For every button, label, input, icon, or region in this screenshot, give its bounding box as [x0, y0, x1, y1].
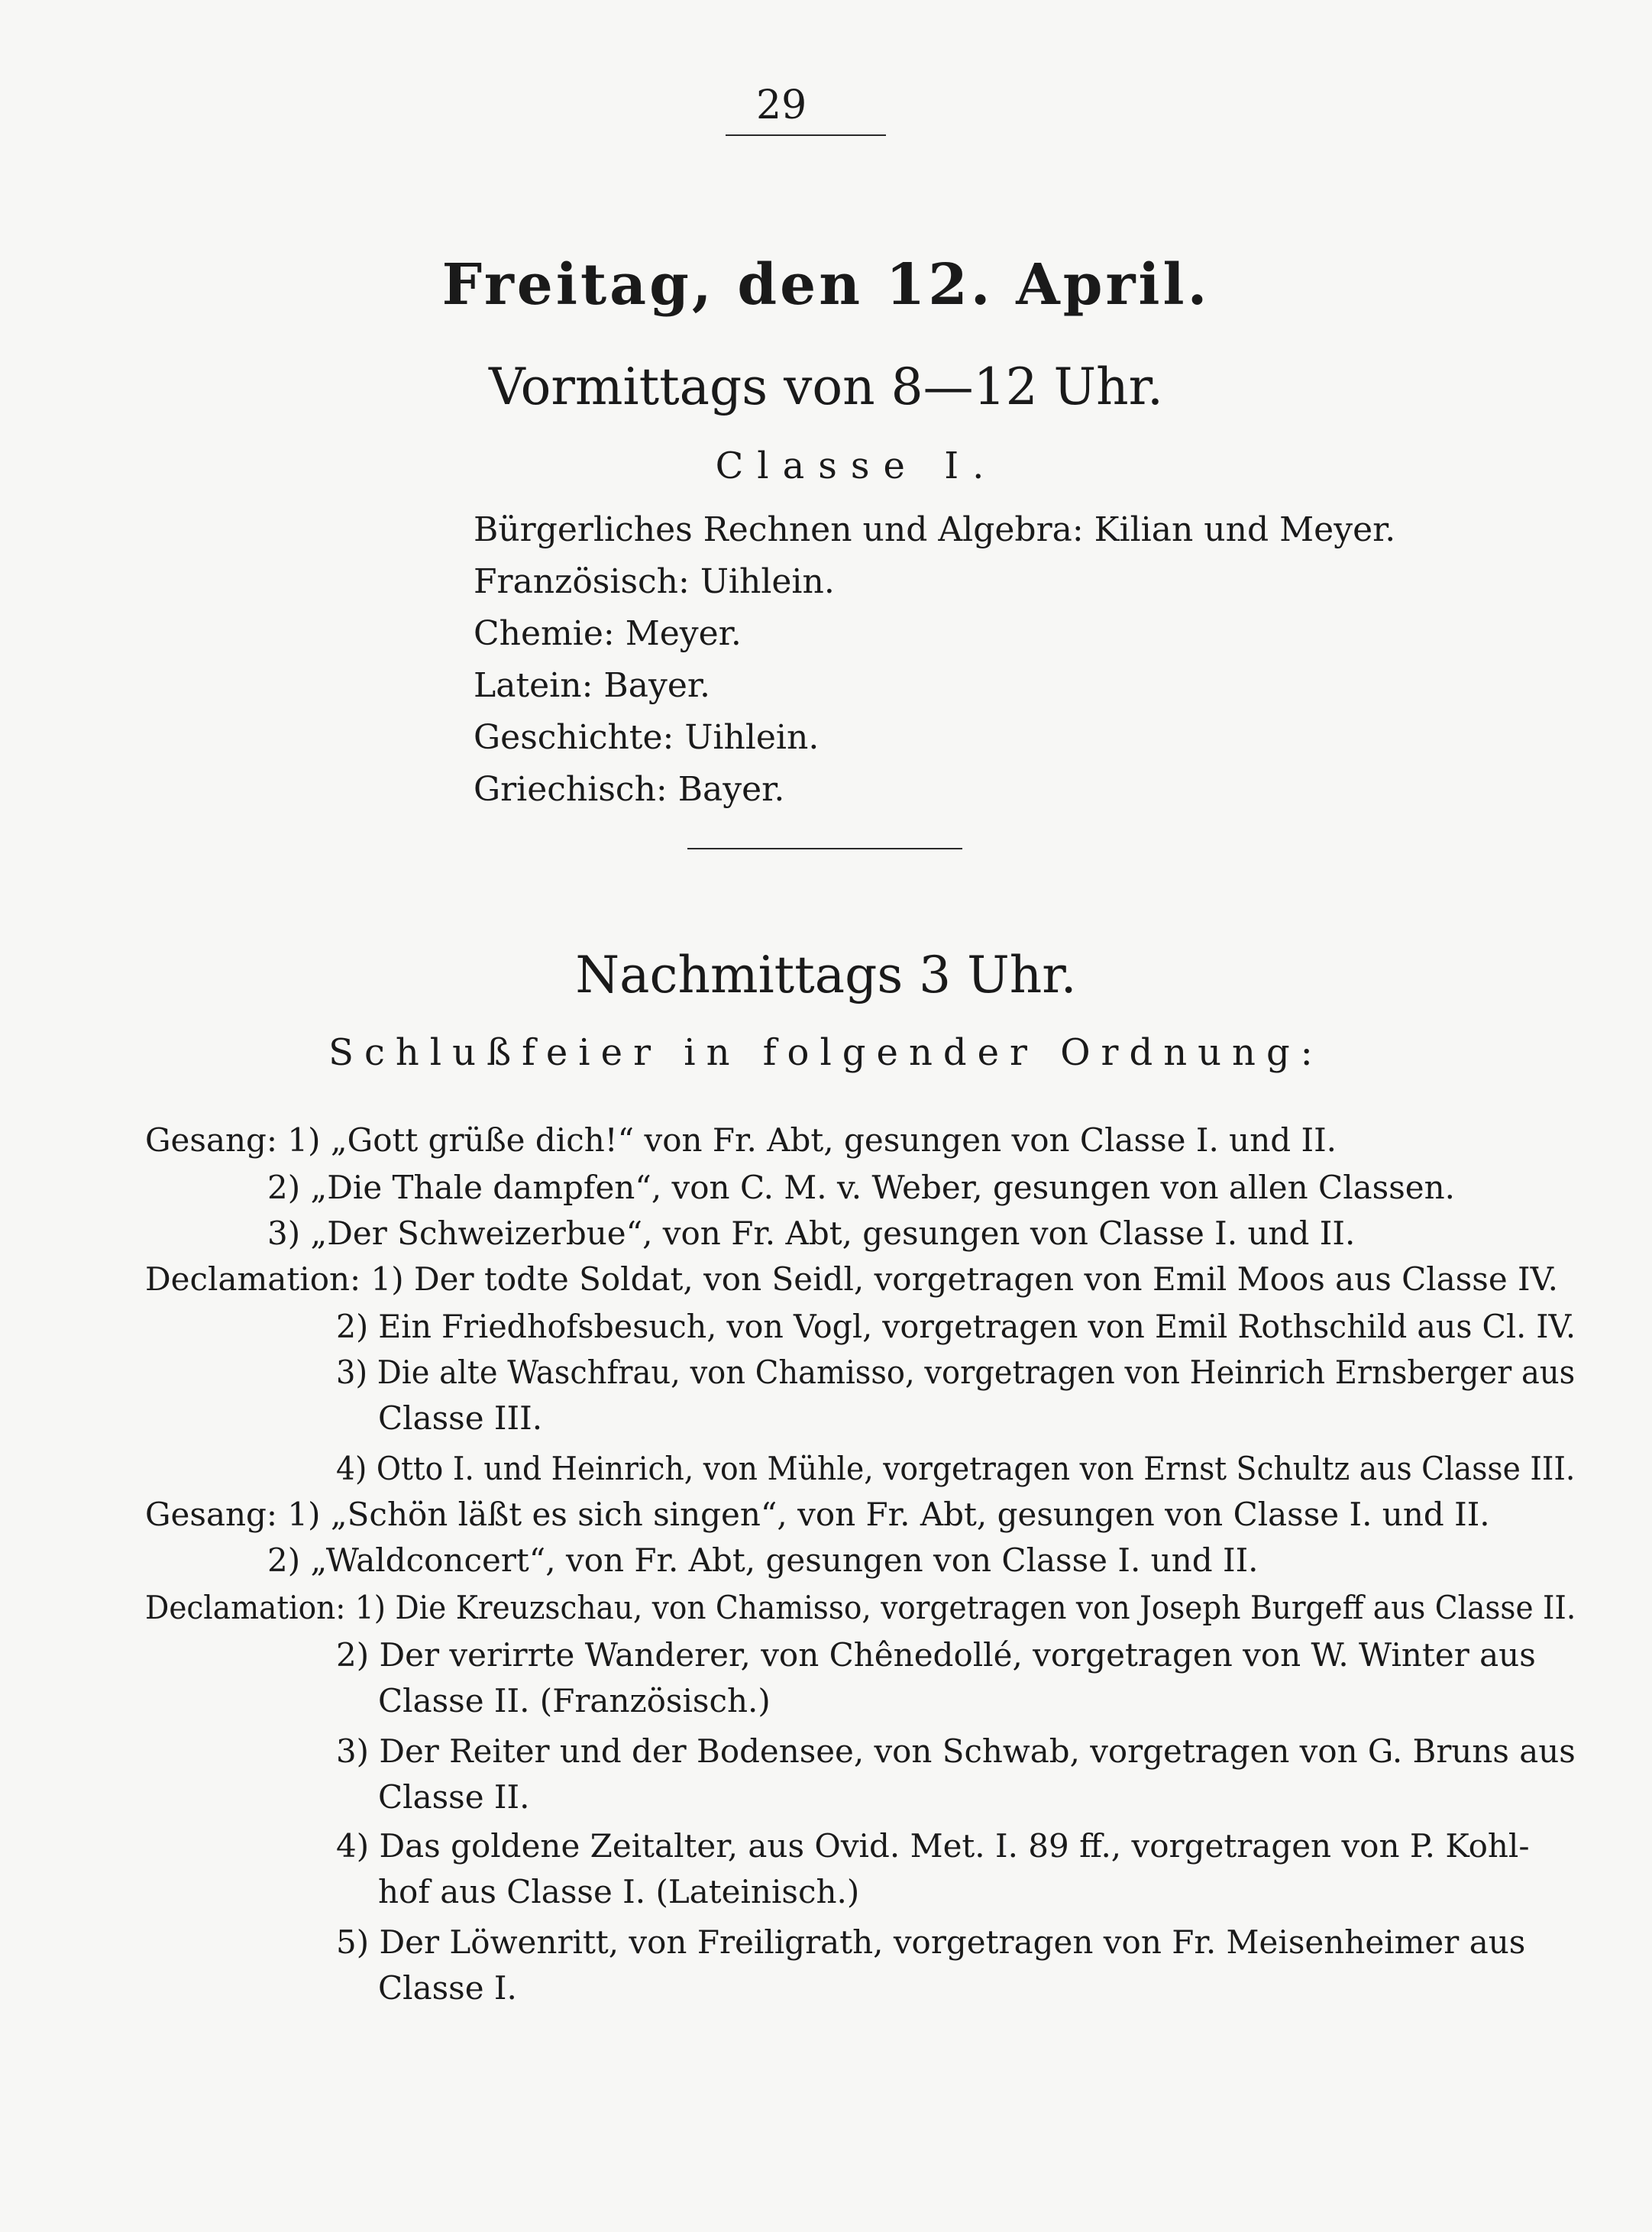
morning-heading: Vormittags von 8—12 Uhr.: [489, 357, 1163, 416]
program-line: Classe II. (Französisch.): [378, 1682, 771, 1719]
subject-line: Chemie: Meyer.: [474, 614, 742, 653]
afternoon-heading: Nachmittags 3 Uhr.: [575, 946, 1077, 1004]
page-number-rule: [726, 134, 886, 136]
subject-list: [474, 504, 1395, 816]
program-line: Classe III.: [378, 1399, 543, 1437]
subject-line: Griechisch: Bayer.: [474, 770, 785, 809]
program-line: Declamation: 1) Der todte Soldat, von Seidl, vorgetragen von Emil Moos aus Classe IV.: [145, 1260, 1558, 1298]
program-line: Gesang: 1) „Gott grüße dich!“ von Fr. Abt, gesungen von Classe I. und II.: [145, 1121, 1337, 1159]
subject-line: Latein: Bayer.: [474, 666, 711, 705]
program-line: 3) Die alte Waschfrau, von Chamisso, vorgetragen von Heinrich Ernsberger aus: [336, 1354, 1576, 1391]
program-line: Declamation: 1) Die Kreuzschau, von Chamisso, vorgetragen von Joseph Burgeff aus Classe II.: [145, 1589, 1576, 1626]
program-line: 3) „Der Schweizerbue“, von Fr. Abt, gesungen von Classe I. und II.: [267, 1215, 1356, 1252]
subject-line: Französisch: Uihlein.: [474, 562, 835, 601]
program-line: 2) „Waldconcert“, von Fr. Abt, gesungen von Classe I. und II.: [267, 1541, 1259, 1579]
program-line: 5) Der Löwenritt, von Freiligrath, vorgetragen von Fr. Meisenheimer aus: [336, 1923, 1526, 1961]
subject-line: Bürgerliches Rechnen und Algebra: Kilian und Meyer.: [474, 510, 1396, 549]
program-line: Classe II.: [378, 1778, 530, 1816]
page-number: 29: [756, 82, 807, 128]
section-divider: [687, 848, 962, 849]
class-heading: Classe I.: [715, 445, 998, 487]
program-line: 2) Der verirrte Wanderer, von Chênedollé, vorgetragen von W. Winter aus: [336, 1636, 1536, 1674]
program-line: 2) „Die Thale dampfen“, von C. M. v. Weber, gesungen von allen Classen.: [267, 1169, 1456, 1206]
program-line: 4) Das goldene Zeitalter, aus Ovid. Met. I. 89 ff., vorgetragen von P. Kohl-: [336, 1827, 1530, 1865]
day-title: Freitag, den 12. April.: [441, 252, 1211, 318]
program-line: Gesang: 1) „Schön läßt es sich singen“, von Fr. Abt, gesungen von Classe I. und II.: [145, 1496, 1490, 1533]
program-line: 2) Ein Friedhofsbesuch, von Vogl, vorgetragen von Emil Rothschild aus Cl. IV.: [336, 1308, 1576, 1345]
subject-line: Geschichte: Uihlein.: [474, 718, 820, 757]
program-line: Classe I.: [378, 1969, 517, 2007]
program-line: 4) Otto I. und Heinrich, von Mühle, vorgetragen von Ernst Schultz aus Classe III.: [336, 1450, 1576, 1487]
program-heading: Schlußfeier in folgender Ordnung:: [328, 1031, 1324, 1074]
program-line: 3) Der Reiter und der Bodensee, von Schwab, vorgetragen von G. Bruns aus: [336, 1732, 1576, 1770]
program-line: hof aus Classe I. (Lateinisch.): [378, 1873, 860, 1910]
